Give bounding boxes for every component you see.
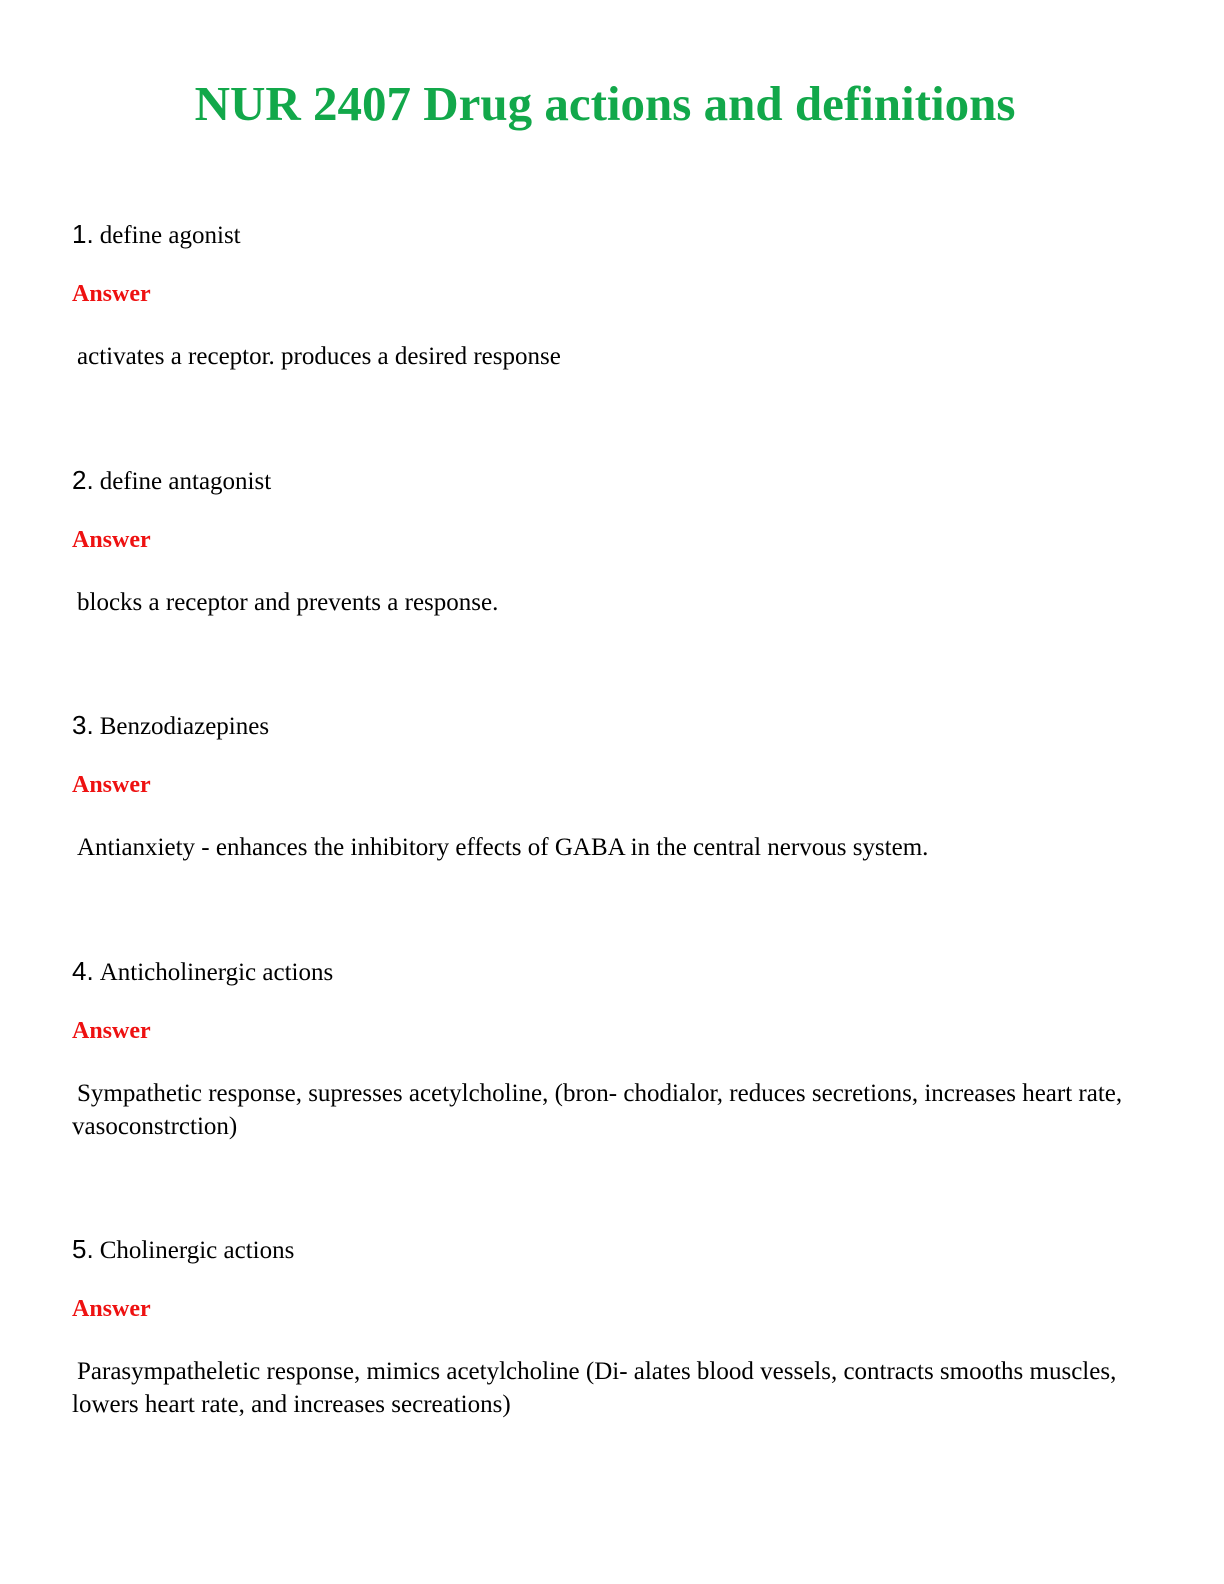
question-number: 1.: [72, 219, 94, 249]
question-row: [72, 216, 241, 252]
answer-label: Answer: [72, 1296, 151, 1322]
answer-label: Answer: [72, 281, 151, 307]
question-text: Cholinergic actions: [99, 1237, 295, 1264]
question-text: Anticholinergic actions: [99, 959, 334, 986]
answer-label: Answer: [72, 527, 151, 553]
question-row: [72, 462, 271, 498]
question-row: [72, 1231, 294, 1267]
answer-label: Answer: [72, 772, 151, 798]
answer-text: Antianxiety - enhances the inhibitory effects of GABA in the central nervous system.: [77, 834, 929, 861]
question-number: 5.: [72, 1234, 94, 1264]
question-text: define antagonist: [99, 468, 272, 495]
answer-label: Answer: [72, 1018, 151, 1044]
question-number: 4.: [72, 956, 94, 986]
question-text: define agonist: [99, 222, 241, 249]
answer-text: blocks a receptor and prevents a response.: [77, 589, 499, 616]
question-row: [72, 707, 269, 743]
answer-text: Sympathetic response, supresses acetylcholine, (bron- chodialor, reduces secretions, increases heart rate, vasoconstrction): [72, 1080, 1123, 1140]
document-title: NUR 2407 Drug actions and definitions: [194, 76, 1016, 131]
question-number: 3.: [72, 710, 94, 740]
question-row: [72, 953, 333, 989]
question-text: Benzodiazepines: [99, 713, 270, 740]
answer-text: Parasympatheletic response, mimics acetylcholine (Di- alates blood vessels, contracts smooths muscles, lowers heart rate, and increases secreations): [72, 1358, 1117, 1418]
question-number: 2.: [72, 465, 94, 495]
answer-text: activates a receptor. produces a desired response: [77, 343, 561, 370]
